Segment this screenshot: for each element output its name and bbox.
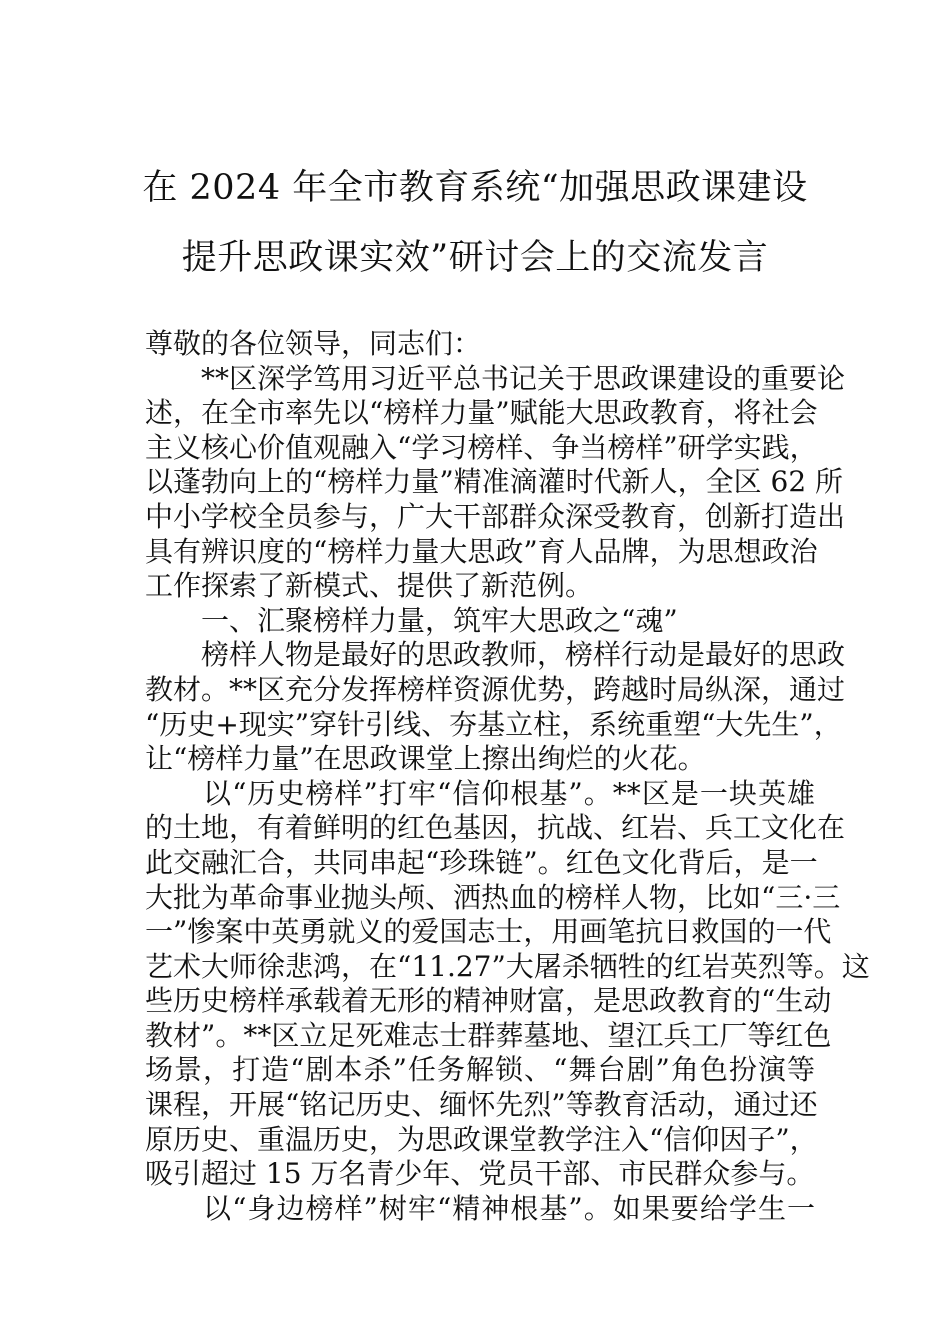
text-line: 以“身边榜样”树牢“精神根基”。如果要给学生一 xyxy=(145,1191,815,1225)
document-body xyxy=(145,327,870,1226)
text-line: 工作探索了新模式、提供了新范例。 xyxy=(145,569,594,603)
text-line: 大批为革命事业抛头颅、洒热血的榜样人物，比如“三·三 xyxy=(145,880,841,914)
text-line: 些历史榜样承载着无形的精神财富，是思政教育的“生动 xyxy=(145,984,832,1018)
salutation: 尊敬的各位领导，同志们： xyxy=(145,327,482,360)
text-line: 以蓬勃向上的“榜样力量”精准滴灌时代新人，全区 62 所 xyxy=(145,465,844,499)
text-line: 教材。**区充分发挥榜样资源优势，跨越时局纵深，通过 xyxy=(145,672,846,706)
text-line: 艺术大师徐悲鸿，在“11.27”大屠杀牺牲的红岩英烈等。这 xyxy=(145,949,870,983)
text-line: 榜样人物是最好的思政教师，榜样行动是最好的思政 xyxy=(145,638,846,672)
text-line: 课程，开展“铭记历史、缅怀先烈”等教育活动，通过还 xyxy=(145,1088,818,1122)
text-line: 此交融汇合，共同串起“珍珠链”。红色文化背后，是一 xyxy=(145,845,818,879)
document-title-line-2: 提升思政课实效”研讨会上的交流发言 xyxy=(181,238,769,278)
text-line: 主义核心价值观融入“学习榜样、争当榜样”研学实践， xyxy=(145,430,818,464)
text-line: 一”惨案中英勇就义的爱国志士，用画笔抗日救国的一代 xyxy=(145,915,832,949)
document-title-line-1: 在 2024 年全市教育系统“加强思政课建设 xyxy=(142,168,808,208)
text-line: “历史+现实”穿针引线、夯基立柱，系统重塑“大先生”， xyxy=(145,707,842,741)
text-line: 的土地，有着鲜明的红色基因，抗战、红岩、兵工文化在 xyxy=(145,811,846,845)
text-line: **区深学笃用习近平总书记关于思政课建设的重要论 xyxy=(145,361,846,395)
text-line: 以“历史榜样”打牢“信仰根基”。**区是一块英雄 xyxy=(145,776,815,810)
text-line: 述，在全市率先以“榜样力量”赋能大思政教育，将社会 xyxy=(145,396,818,430)
section-heading: 一、汇聚榜样力量，筑牢大思政之“魂” xyxy=(145,603,678,637)
text-line: 教材”。**区立足死难志士群葬墓地、望江兵工厂等红色 xyxy=(145,1018,832,1052)
text-line: 吸引超过 15 万名青少年、党员干部、市民群众参与。 xyxy=(145,1157,815,1191)
text-line: 具有辨识度的“榜样力量大思政”育人品牌，为思想政治 xyxy=(145,534,818,568)
text-line: 场景，打造“剧本杀”任务解锁、“舞台剧”角色扮演等 xyxy=(145,1053,815,1087)
text-line: 中小学校全员参与，广大干部群众深受教育，创新打造出 xyxy=(145,499,846,533)
text-line: 原历史、重温历史，为思政课堂教学注入“信仰因子”， xyxy=(145,1122,818,1156)
text-line: 让“榜样力量”在思政课堂上擦出绚烂的火花。 xyxy=(145,742,706,776)
